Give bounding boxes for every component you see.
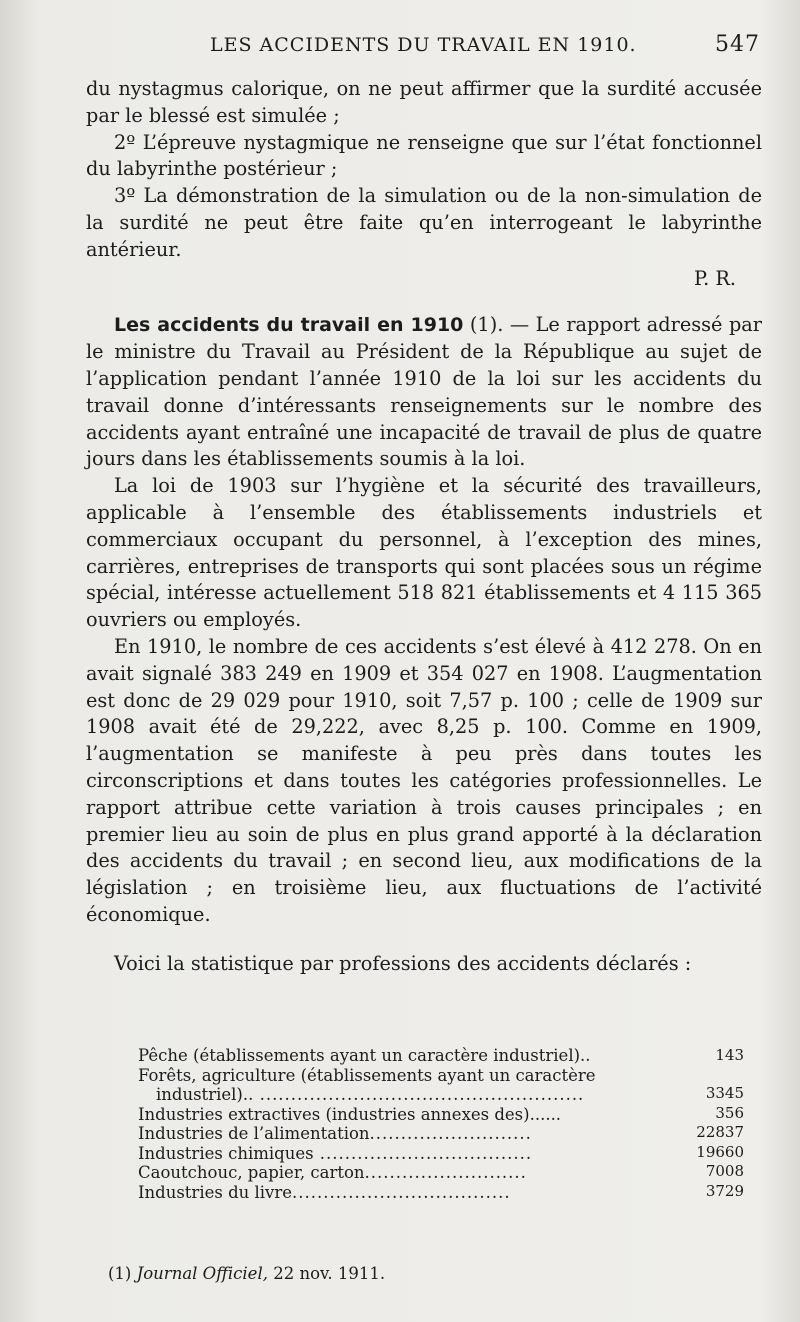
- footnote-date: 22 nov. 1911.: [267, 1264, 386, 1283]
- table-row: [138, 1105, 744, 1125]
- profession-label: Industries de l’alimentation..........................: [138, 1124, 532, 1143]
- table-row: [138, 1046, 744, 1066]
- profession-label: Industries chimiques ..................................: [138, 1143, 533, 1163]
- section-lead-paragraph: [86, 312, 762, 473]
- table-row: [138, 1124, 744, 1144]
- accident-count: 22837: [696, 1123, 744, 1141]
- footnote-marker: (1): [108, 1264, 137, 1283]
- profession-label: Caoutchouc, papier, carton..........................: [138, 1163, 527, 1182]
- statistics-table: [138, 1046, 744, 1202]
- profession-label: Forêts, agriculture (établissements ayant un caractère: [138, 1065, 596, 1085]
- profession-label: Pêche (établissements ayant un caractère industriel)..: [138, 1046, 591, 1065]
- section-heading: Les accidents du travail en 1910: [114, 314, 464, 337]
- paragraph: La loi de 1903 sur l’hygiène et la sécurité des travailleurs, applicable à l’ensemble des établissements industriels et commerciaux occupant du personnel, à l’exception des mines, carrières, entreprises de transports qui sont placées sous un régime spécial, intéresse actuellement 518 821 établissements et 4 115 365 ouvriers ou employés.: [86, 474, 762, 632]
- footnote: [108, 1264, 385, 1283]
- accident-count: 3345: [705, 1084, 744, 1102]
- body-text: [86, 76, 762, 978]
- author-initials: P. R.: [694, 266, 736, 290]
- paragraph: du nystagmus calorique, on ne peut affirmer que la surdité accusée par le blessé est simulée ;: [86, 77, 762, 127]
- table-row: [138, 1144, 744, 1164]
- table-row: [138, 1066, 744, 1105]
- profession-label-continued: industriel).. ....................................................: [156, 1085, 585, 1104]
- footnote-source: Journal Officiel,: [136, 1264, 268, 1283]
- accident-count: 143: [715, 1046, 744, 1064]
- accident-count: 19660: [696, 1142, 744, 1161]
- table-row: [138, 1163, 744, 1183]
- paragraph: 2º L’épreuve nystagmique ne renseigne que sur l’état fonctionnel du labyrinthe postérieur ;: [86, 130, 762, 181]
- profession-label: Industries extractives (industries annexes des)......: [138, 1104, 562, 1124]
- footnote-reference: (1). —: [463, 313, 536, 337]
- running-title: LES ACCIDENTS DU TRAVAIL EN 1910.: [210, 34, 637, 56]
- accident-count: 7008: [705, 1162, 744, 1180]
- accident-count: 3729: [705, 1181, 744, 1200]
- paragraph: En 1910, le nombre de ces accidents s’est élevé à 412 278. On en avait signalé 383 249 en 1909 et 354 027 en 1908. L’augmentation est donc de 29 029 pour 1910, soit 7,57 p. 100 ; celle de 1909 sur 1908 avait été de 29,222, avec 8,25 p. 100. Comme en 1909, l’augmentation se manifeste à peu près dans toutes les circonscriptions et dans toutes les catégories professionnelles. Le rapport attribue cette variation à trois causes principales ; en premier lieu au soin de plus en plus grand apporté à la déclaration des accidents du travail ; en second lieu, aux modifications de la législation ; en troisième lieu, aux fluctuations de l’activité économique.: [86, 634, 762, 926]
- paragraph: 3º La démonstration de la simulation ou de la non-simulation de la surdité ne peut être faite qu’en interrogeant le labyrinthe antérieur.: [86, 184, 762, 261]
- statistics-intro: Voici la statistique par professions des accidents déclarés :: [114, 951, 692, 975]
- table-row: [138, 1183, 744, 1203]
- section-lead-text: Le rapport adressé par le ministre du Travail au Président de la République au sujet de l’application pendant l’année 1910 de la loi sur les accidents du travail donne d’intéressants renseignements sur le nombre des accidents ayant entraîné une incapacité de travail de plus de quatre jours dans les établissements soumis à la loi.: [86, 313, 763, 471]
- profession-label: Industries du livre...................................: [138, 1182, 511, 1202]
- page-number: 547: [715, 32, 760, 57]
- accident-count: 356: [715, 1103, 744, 1122]
- running-header: [210, 34, 770, 64]
